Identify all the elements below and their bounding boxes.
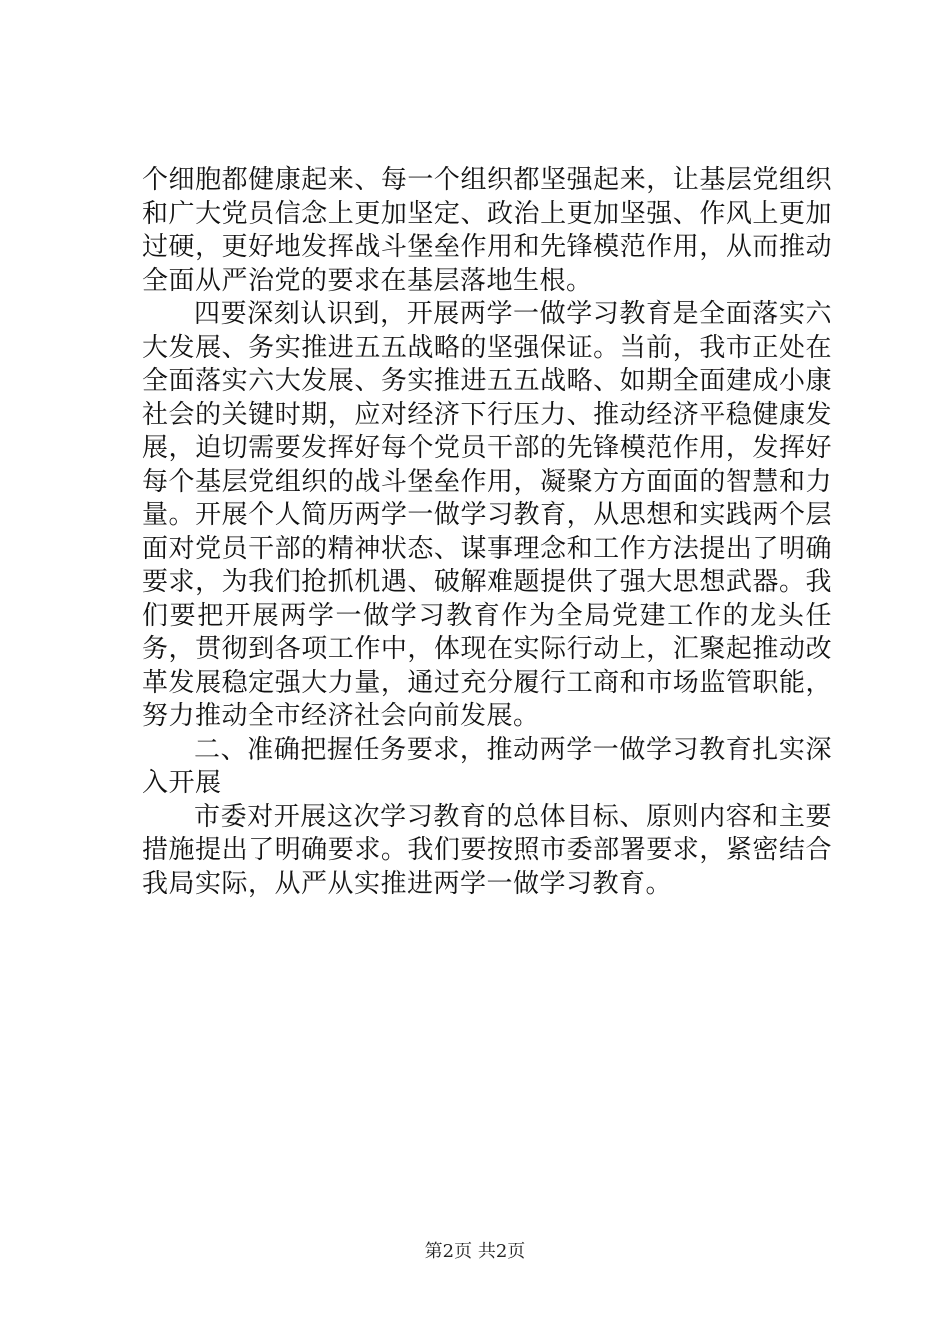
paragraph-city-committee: 市委对开展这次学习教育的总体目标、原则内容和主要措施提出了明确要求。我们要按照市委部署要求，紧密结合我局实际，从严从实推进两学一做学习教育。	[142, 801, 832, 899]
page-number-footer: 第2页 共2页	[424, 1241, 526, 1262]
paragraph-continuation: 个细胞都健康起来、每一个组织都坚强起来，让基层党组织和广大党员信念上更加坚定、政治上更加坚强、作风上更加过硬，更好地发挥战斗堡垒作用和先锋模范作用，从而推动全面从严治党的要求在基层落地生根。	[142, 165, 832, 296]
document-body	[142, 164, 832, 901]
paragraph-point-four: 四要深刻认识到，开展两学一做学习教育是全面落实六大发展、务实推进五五战略的坚强保证。当前，我市正处在全面落实六大发展、务实推进五五战略、如期全面建成小康社会的关键时期，应对经济下行压力、推动经济平稳健康发展，迫切需要发挥好每个党员干部的先锋模范作用，发挥好每个基层党组织的战斗堡垒作用，凝聚方方面面的智慧和力量。开展个人简历两学一做学习教育，从思想和实践两个层面对党员干部的精神状态、谋事理念和工作方法提出了明确要求，为我们抢抓机遇、破解难题提供了强大思想武器。我们要把开展两学一做学习教育作为全局党建工作的龙头任务，贯彻到各项工作中，体现在实际行动上，汇聚起推动改革发展稳定强大力量，通过充分履行工商和市场监管职能，努力推动全市经济社会向前发展。	[142, 299, 832, 731]
section-heading-two: 二、准确把握任务要求，推动两学一做学习教育扎实深入开展	[142, 734, 832, 798]
